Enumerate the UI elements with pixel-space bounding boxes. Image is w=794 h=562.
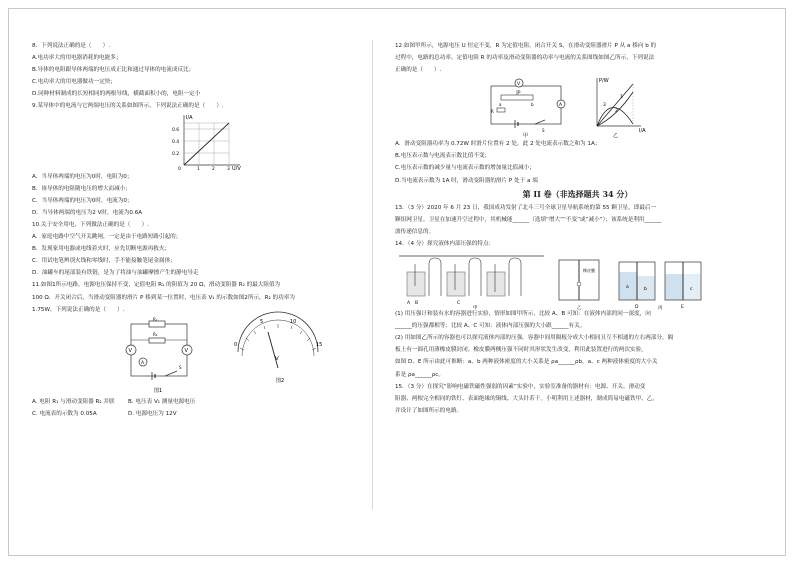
q12-power-graph [597,78,646,139]
q14-label-d: D [635,305,639,311]
q9-option-a: A．当导体两端的电压为0时，电阻为0； [32,173,133,180]
q14-label-e: E [681,305,684,311]
q9-ytick: 0.6 [172,127,180,133]
q9-xtick: 3 [227,166,230,172]
svg-text:V: V [128,347,132,354]
q14-label-c: C [457,301,461,307]
q12-figures [395,76,760,138]
q14-partition-container [559,260,599,311]
q14-part2-line4: 系是 ρa______ρc。 [395,371,444,378]
left-column [32,40,367,420]
q9-graph-ylabel: I/A [186,114,193,121]
q14-experiments-de [619,262,701,311]
q9-ytick: 0.4 [172,139,180,145]
question-8 [32,40,367,100]
right-column [395,40,760,417]
q9-ytick: 0.2 [172,151,180,157]
q11-fig2-caption: 图2 [276,377,285,384]
q11-options-ab [32,396,367,408]
q8-option-b: B.导体的电阻跟导体两端的电压成正比和通过导体的电流成反比； [32,67,195,74]
svg-text:R₁: R₁ [153,316,158,322]
q12-line-2: 过程中，电路的总功率、定值电阻 R 的功率及滑动变阻器的功率与电流的关系图线如图乙所示，下列说法 [395,55,655,62]
q14-part2-line2: 板上有一圆孔用薄橡皮膜封闭。橡皮膜两侧压强不同时其形状发生改变，利用此装置进行的两次实验， [395,347,647,354]
q11-meter-tick: 10 [290,318,297,325]
svg-text:A: A [559,103,563,109]
q14-membrane-label: 橡皮膜 [583,268,595,274]
question-12 [395,40,760,187]
q8-option-a: A.电功率大的用电器消耗的电能多； [32,55,122,62]
q11-line-2: 100 Ω．开关闭合后，当滑动变阻器的滑片 P 移到某一位置时，电压表 V₁ 的示数如图2所示，R₂ 的功率为 [32,294,295,301]
svg-text:S: S [179,364,182,370]
q10-stem: 10.关于安全用电，下列做法正确的是（ ）. [32,221,149,228]
q12-option-d: D.当电流表示数为 1A 时，滑动变阻器的滑片 P 处于 a 端 [395,177,538,184]
q13-line-3: 波传递信息的。 [395,228,435,235]
q12-fig-jia: 甲 [523,133,529,140]
q12-option-b: B.电压表示数与电流表示数比值不变； [395,153,491,160]
q14-pressure-gauge-setup [399,256,544,311]
q10-option-c: C．用试电笔辨别火线和零线时，手不能接触笔尾金属体； [32,258,176,265]
q14-liquid-b: b [644,287,647,293]
q8-option-c: C.电功率大的用电器做功一定快； [32,79,116,86]
q13-line-2: 颗组网卫星。卫星在加速升空过程中，其机械能______（选填“增大”“不变”或“减小”）；该系统是利用______ [395,216,662,223]
q14-part1-line2: ______的压强都相等；比较 A、C 可知：液体内部压强的大小跟______有关。 [395,323,586,330]
q12-option-c: C.电压表示数的减少量与电流表示数的增加量比值减小； [395,165,535,172]
question-9 [32,100,367,218]
svg-text:P: P [518,90,521,96]
svg-text:b: b [531,102,534,108]
q12-curve-label: 3 [603,103,606,109]
q11-option-a: A. 电阻 R₁ 与滑动变阻器 R₂ 并联 [32,398,115,405]
q14-caption-yi: 乙 [577,306,582,312]
question-15 [395,381,760,417]
q12-curve-label: 2 [615,109,618,115]
q11-option-c: C. 电流表的示数为 0.05A [32,410,97,417]
q11-circuit-diagram [126,317,192,380]
q10-option-a: A．家庭电路中空气开关跳闸，一定是由于电路短路引起的； [32,234,182,241]
q8-stem: 8．下列说法正确的是（ ）. [32,43,111,49]
svg-text:S: S [542,128,545,134]
q9-ytick: 0 [178,166,181,172]
q14-part1-line1: (1) 用压强计和装有水的容器进行实验，情形如图甲所示，比较 A、B 可知：在液体内部的同一深度，向 [395,311,651,318]
question-13 [395,202,760,238]
q9-iu-graph [32,113,367,171]
q11-figures [32,316,367,396]
q14-liquid-c: c [690,287,693,293]
q11-option-b: B. 电压表 V₁ 测量电源电压 [128,398,196,405]
q14-part2-line1: (2) 用如图乙所示的容器也可以探究液体内部的压强。容器中间用隔板分成大小相同且互不相通的左右两部分，隔 [395,335,674,342]
q9-graph-xlabel: U/V [232,165,241,172]
q11-option-d: D. 电源电压为 12V [128,410,177,417]
q12-line-3: 正确的是（ ）. [395,67,442,74]
q11-voltmeter-dial [234,312,322,368]
q14-label-b: B [415,301,419,307]
q9-xtick: 1 [197,166,200,172]
q11-meter-tick: 15 [316,341,323,348]
svg-text:A: A [141,360,145,366]
q11-fig1-caption: 图1 [154,387,163,394]
q11-line-3: 1.75W。下列说法正确的是（ ）. [32,306,125,313]
q11-meter-tick: 0 [234,341,238,348]
svg-text:a: a [499,102,502,108]
q15-line-1: 15．（3 分）在探究“影响电磁铁磁性强弱的因素”实验中，实验室准备的器材有：电源、开关、滑动变 [395,383,646,390]
q14-label-a: A [407,301,411,307]
q13-line-1: 13．（3 分）2020 年 6 月 23 日，我国成功发射了北斗三号全球卫星导航系统的第 55 颗卫星，即最后一 [395,204,657,211]
q14-stem: 14．（4 分）探究液体内部压强的特点： [395,240,495,247]
svg-text:V: V [184,347,188,354]
q11-meter-letter: V [275,355,279,362]
q14-figures [395,250,760,312]
q12-option-a: A．滑动变阻器功率为 0.72W 时滑片位置有 2 处，此 2 处电流表示数之和为 1A； [395,141,601,148]
q14-caption-bing: 丙 [658,306,663,312]
section-title: 第 II 卷（非选择题共 34 分） [522,188,633,199]
q8-option-d: D.同种材料制成的长短相同的两根导线，横截面积小的，电阻一定小 [32,91,201,98]
svg-text:R₂: R₂ [153,331,158,337]
question-10 [32,219,367,279]
q9-option-d: D．当导体两端的电压为2 V时，电流为0.6A [32,209,143,216]
q12-curve-label: 1 [620,95,623,101]
q14-caption-jia: 甲 [473,306,478,312]
q12-circuit-diagram [491,79,565,139]
svg-text:R: R [491,109,494,115]
q12-graph-xlabel: I/A [639,128,646,135]
q11-line-1: 11.如图1所示电路，电源电压保持不变，定值电阻 R₁ 的阻值为 20 Ω，滑动变阻器 R₂ 的最大阻值为 [32,282,281,289]
q11-meter-tick: 5 [260,318,264,325]
q14-part2-line3: 如图 D、E 所示由此可推断：a、b 两种液体密度的大小关系是 ρa______ρb，a、c 两种液体密度的大小关 [395,359,658,366]
q10-option-d: D．油罐车的尾部装有铁链，是为了将油与油罐摩擦产生的静电导走 [32,270,199,277]
q12-fig-yi: 乙 [613,133,619,140]
svg-text:V: V [517,82,521,88]
q9-option-c: C．当导体两端的电压为0时，电流为0； [32,197,133,204]
q15-line-2: 阻器、两根完全相同的铁钉、表面绝缘的铜线、大头针若干。小明利用上述器材，制成简易电磁铁甲、乙， [395,395,658,402]
column-divider [372,40,373,510]
question-14 [395,238,760,381]
question-11 [32,279,367,419]
q9-xtick: 2 [212,166,215,172]
q11-options-cd [32,408,367,420]
q12-line-1: 12.如图甲所示，电源电压 U 恒定不变，R 为定值电阻。闭合开关 S，在滑动变阻器滑片 P 从 a 移向 b 的 [395,43,657,49]
q10-option-b: B．发现家用电器或电线着火时，应先切断电源再救火； [32,246,171,253]
q9-option-b: B．该导体的电阻随电压的增大而减小； [32,185,131,192]
q12-graph-ylabel: P/W [599,78,609,85]
q15-line-3: 并设计了如图所示的电路。 [395,407,463,414]
q14-liquid-a: a [626,285,629,291]
q9-stem: 9.某导体中的电流与它两端电压的关系如图所示，下列说法正确的是（ ）. [32,103,224,110]
